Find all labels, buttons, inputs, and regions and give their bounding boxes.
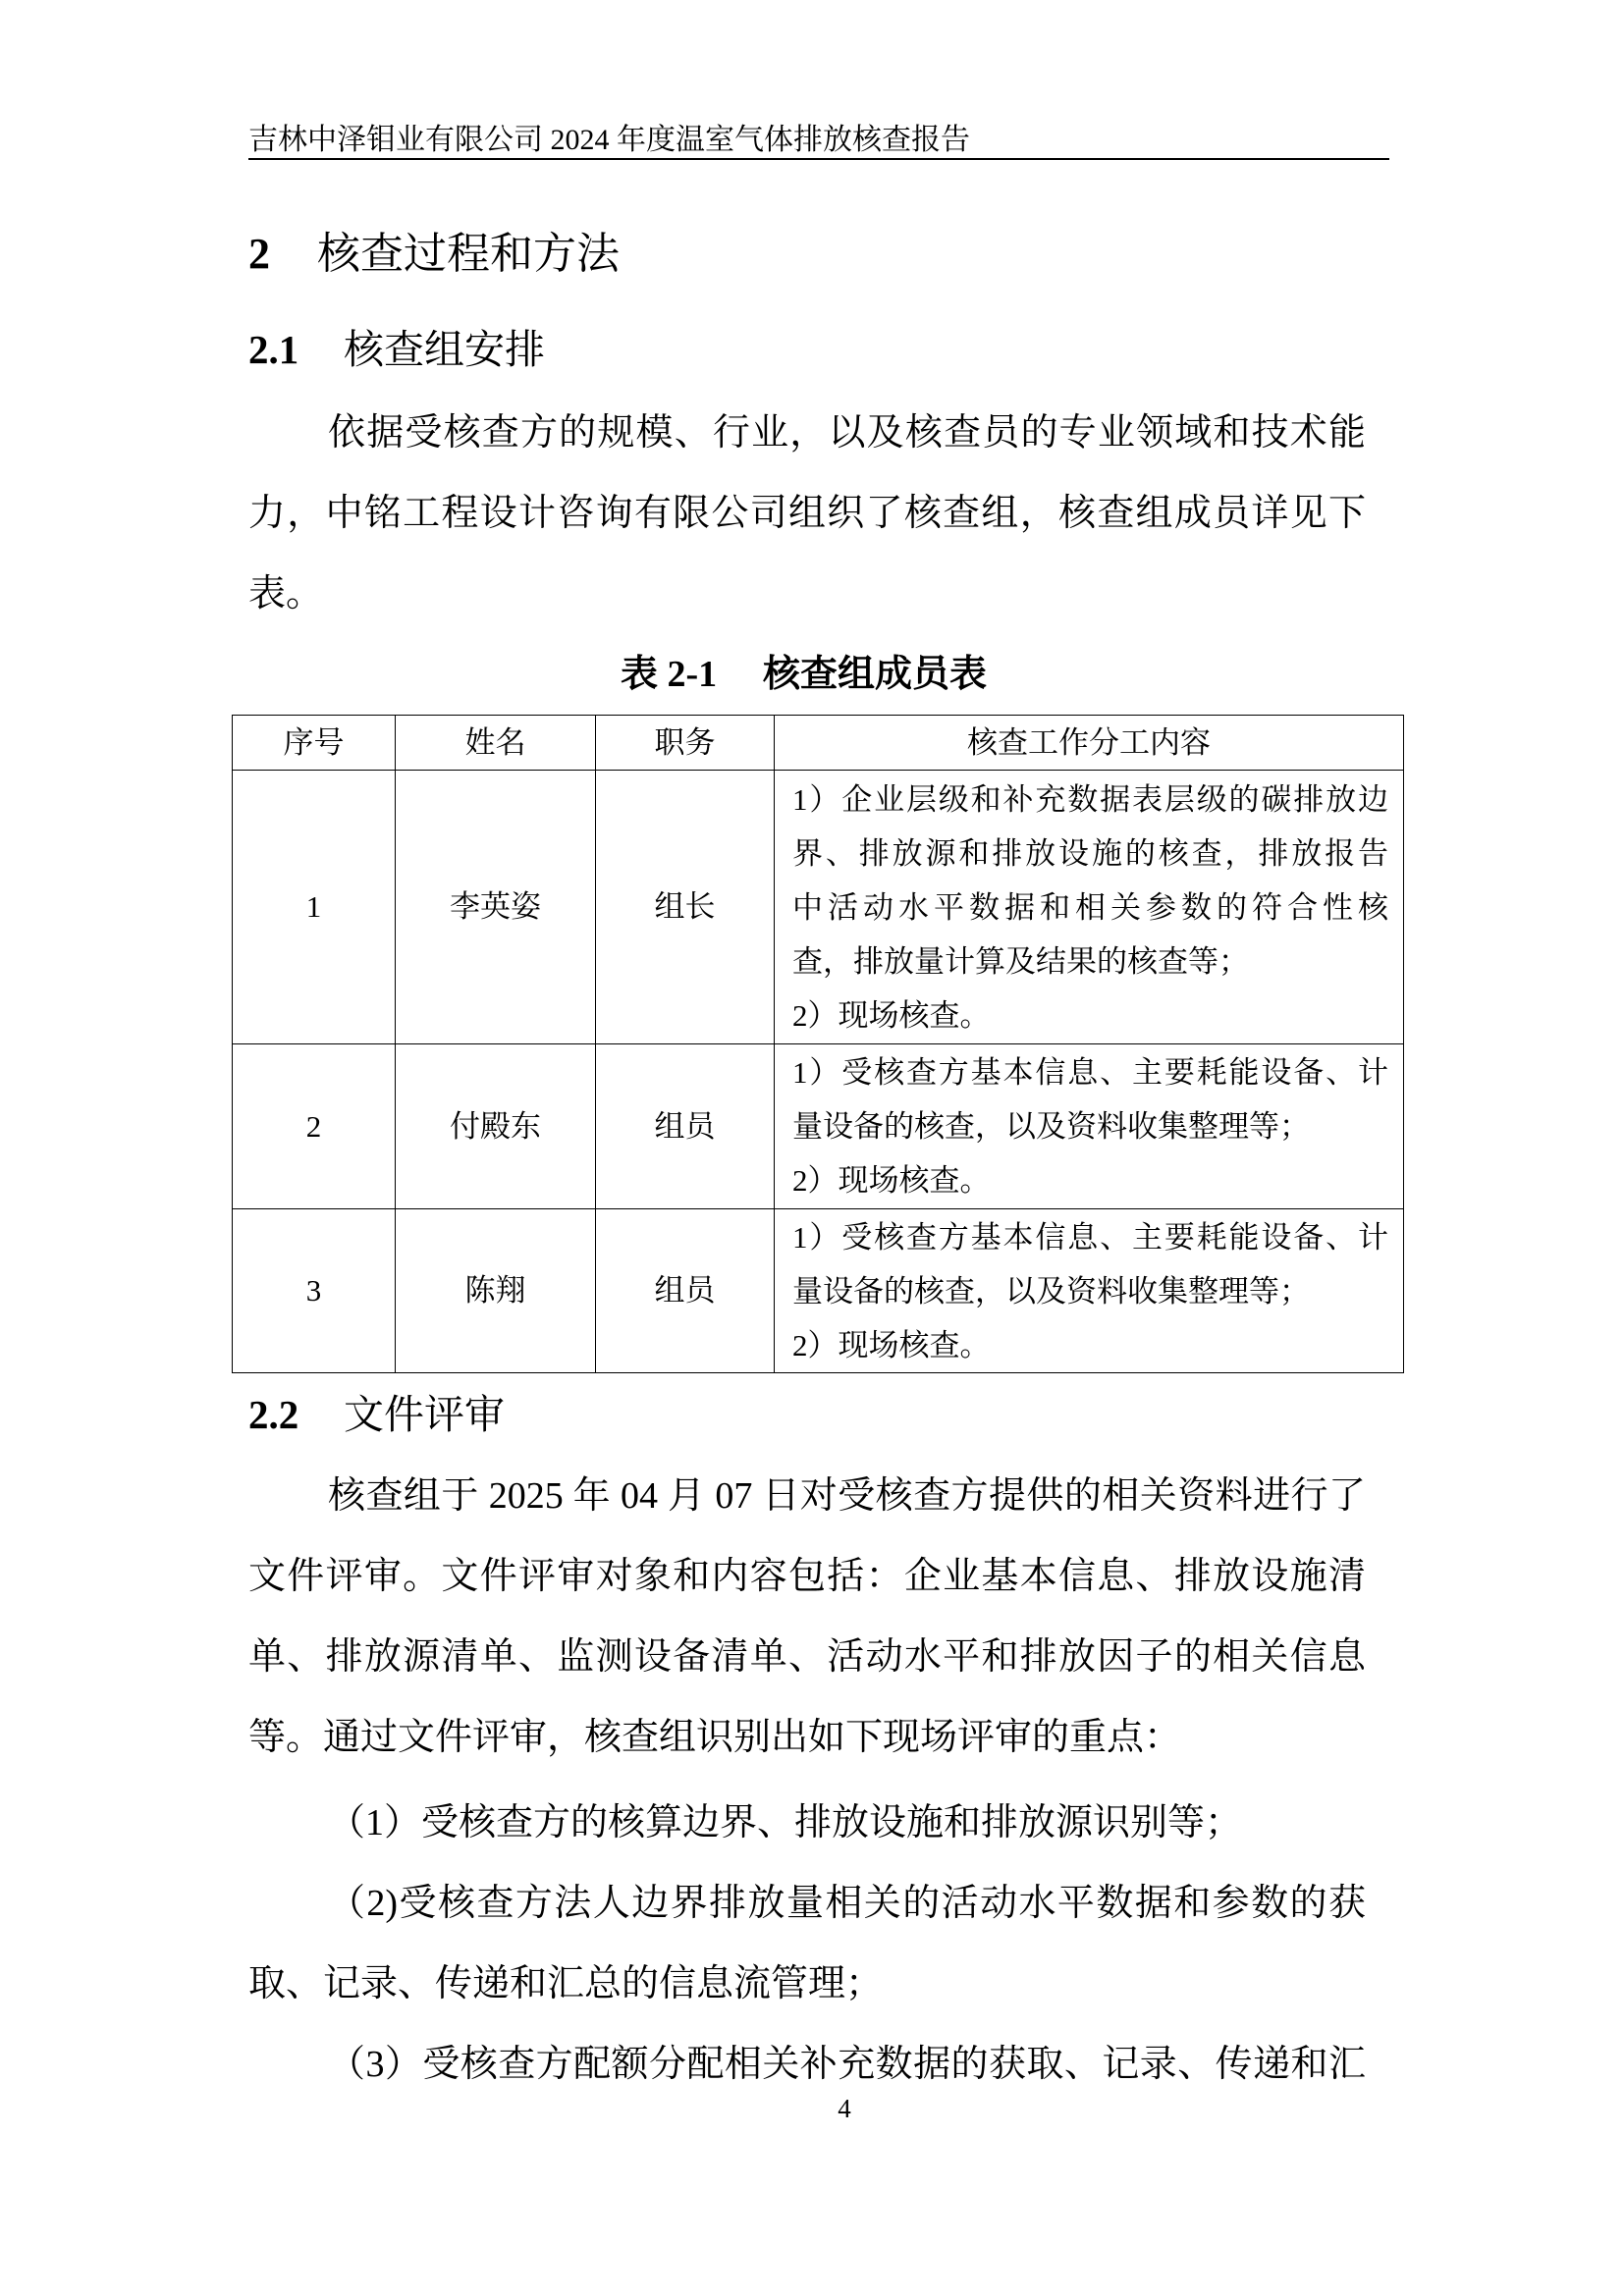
duty-line: 2）现场核查。	[792, 997, 991, 1033]
duty-line: 2）现场核查。	[792, 1163, 991, 1198]
column-header-index: 序号	[233, 716, 396, 771]
paragraph-line: 单、排放源清单、监测设备清单、活动水平和排放因子的相关信息	[248, 1636, 1366, 1678]
duty-line: 查，排放量计算及结果的核查等；	[792, 943, 1249, 979]
table-header-row	[233, 716, 1404, 771]
duty-line: 1）企业层级和补充数据表层级的碳排放边	[792, 781, 1388, 817]
running-header-title: 吉林中泽钼业有限公司 2024 年度温室气体排放核查报告	[248, 124, 970, 156]
column-header-duties: 核查工作分工内容	[775, 716, 1404, 771]
member-index: 1	[233, 771, 396, 1044]
column-header-role: 职务	[596, 716, 775, 771]
duty-line: 量设备的核查，以及资料收集整理等；	[792, 1109, 1310, 1144]
section-number: 2	[248, 230, 270, 278]
duty-line: 1）受核查方基本信息、主要耗能设备、计	[792, 1219, 1388, 1255]
list-item-continuation: 取、记录、传递和汇总的信息流管理；	[248, 1963, 884, 2004]
subsection-number: 2.1	[248, 327, 299, 372]
page-number: 4	[838, 2094, 851, 2123]
duty-line: 界、排放源和排放设施的核查，排放报告	[792, 835, 1388, 871]
list-item: （1）受核查方的核算边界、排放设施和排放源识别等；	[328, 1802, 1243, 1843]
member-index: 3	[233, 1209, 396, 1373]
member-duties	[775, 1044, 1404, 1209]
paragraph-line: 力，中铭工程设计咨询有限公司组织了核查组，核查组成员详见下	[248, 493, 1366, 534]
header-rule	[248, 158, 1389, 160]
paragraph-line: 核查组于 2025 年 04 月 07 日对受核查方提供的相关资料进行了	[328, 1475, 1366, 1517]
column-header-name: 姓名	[396, 716, 596, 771]
subsection-title: 核查组安排	[344, 327, 545, 372]
review-focus-list	[248, 1783, 1366, 2105]
review-paragraph	[248, 1456, 1366, 1778]
table-row	[233, 771, 1404, 1044]
member-duties	[775, 1209, 1404, 1373]
team-paragraph	[248, 393, 1366, 634]
member-role: 组员	[596, 1044, 775, 1209]
paragraph-line: 等。通过文件评审，核查组识别出如下现场评审的重点：	[248, 1717, 1182, 1758]
table-row	[233, 1209, 1404, 1373]
member-index: 2	[233, 1044, 396, 1209]
subsection-title: 文件评审	[344, 1392, 505, 1437]
member-role: 组员	[596, 1209, 775, 1373]
member-name: 陈翔	[396, 1209, 596, 1373]
duty-line: 量设备的核查，以及资料收集整理等；	[792, 1273, 1310, 1308]
table-caption-title: 核查组成员表	[763, 654, 988, 695]
team-members-table	[232, 715, 1404, 1373]
duty-line: 1）受核查方基本信息、主要耗能设备、计	[792, 1055, 1388, 1090]
member-name: 李英姿	[396, 771, 596, 1044]
subsection-number: 2.2	[248, 1392, 299, 1437]
paragraph-line: 依据受核查方的规模、行业，以及核查员的专业领域和技术能	[328, 412, 1366, 454]
table-row	[233, 1044, 1404, 1209]
list-item: （3）受核查方配额分配相关补充数据的获取、记录、传递和汇	[328, 2044, 1366, 2085]
member-name: 付殿东	[396, 1044, 596, 1209]
list-item: （2)受核查方法人边界排放量相关的活动水平数据和参数的获	[328, 1883, 1366, 1924]
member-role: 组长	[596, 771, 775, 1044]
member-duties	[775, 771, 1404, 1044]
duty-line: 2）现场核查。	[792, 1327, 991, 1362]
section-title: 核查过程和方法	[317, 230, 620, 278]
paragraph-line: 文件评审。文件评审对象和内容包括：企业基本信息、排放设施清	[248, 1556, 1366, 1597]
duty-line: 中活动水平数据和相关参数的符合性核	[792, 889, 1388, 925]
paragraph-line: 表。	[248, 573, 324, 614]
table-caption-label: 表 2-1	[621, 654, 718, 695]
